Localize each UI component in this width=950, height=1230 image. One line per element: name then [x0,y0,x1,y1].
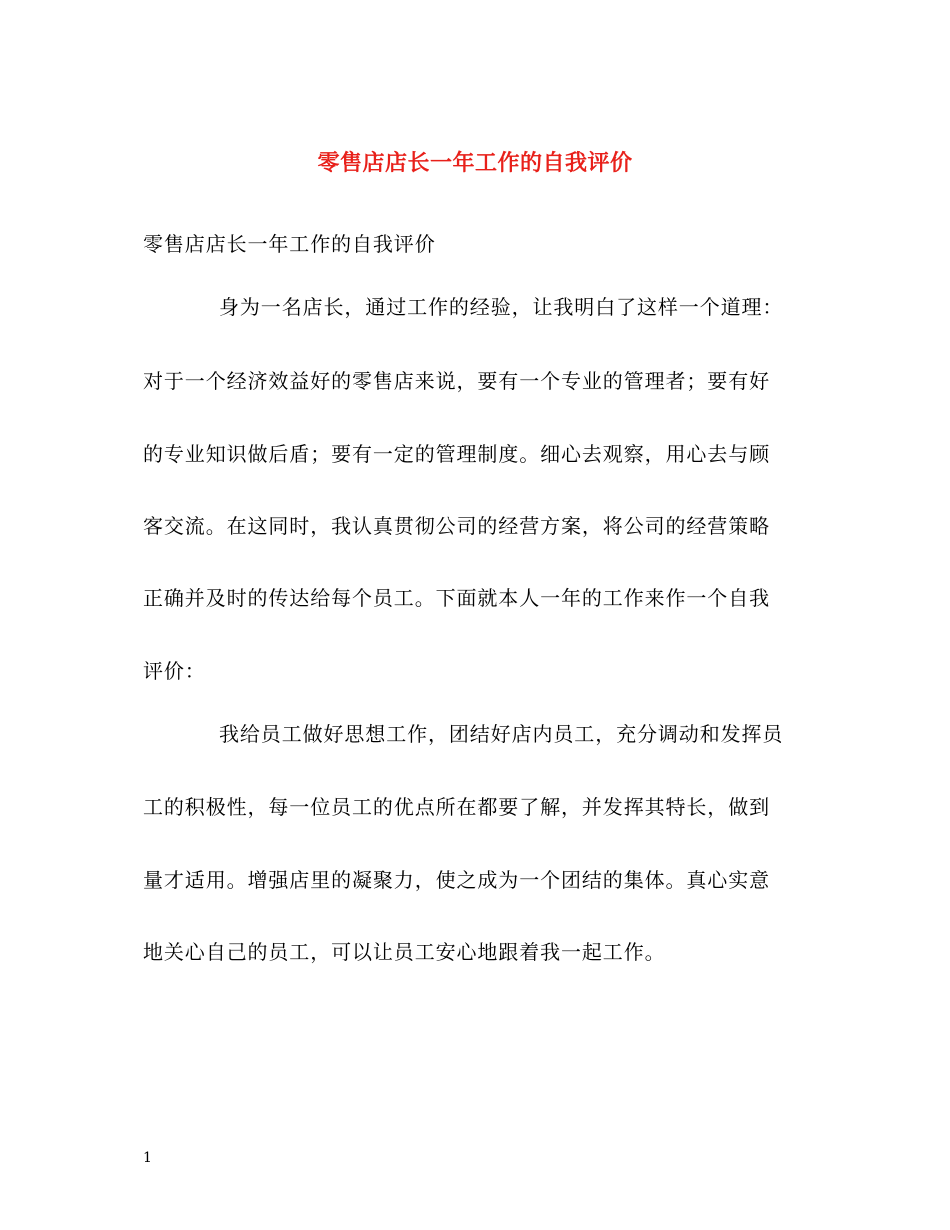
paragraph-2-line-2: 工的积极性，每一位员工的优点所在都要了解，并发挥其特长，做到 [143,795,770,819]
paragraph-1-line-4: 客交流。在这同时，我认真贯彻公司的经营方案，将公司的经营策略 [143,514,770,538]
paragraph-1-line-1: 身为一名店长，通过工作的经验，让我明白了这样一个道理： [219,295,784,319]
paragraph-2-line-4: 地关心自己的员工，可以让员工安心地跟着我一起工作。 [143,940,666,964]
paragraph-1-line-2: 对于一个经济效益好的零售店来说，要有一个专业的管理者；要有好 [143,369,770,393]
document-subtitle: 零售店店长一年工作的自我评价 [143,232,436,256]
paragraph-1-line-5: 正确并及时的传达给每个员工。下面就本人一年的工作来作一个自我 [143,586,770,610]
paragraph-1-line-3: 的专业知识做后盾；要有一定的管理制度。细心去观察，用心去与顾 [143,442,770,466]
paragraph-1-line-6: 评价： [143,659,206,683]
page-number: 1 [143,1150,152,1166]
paragraph-2-line-1: 我给员工做好思想工作，团结好店内员工，充分调动和发挥员 [219,722,784,746]
paragraph-2-line-3: 量才适用。增强店里的凝聚力，使之成为一个团结的集体。真心实意 [143,868,770,892]
document-title: 零售店店长一年工作的自我评价 [317,150,633,176]
